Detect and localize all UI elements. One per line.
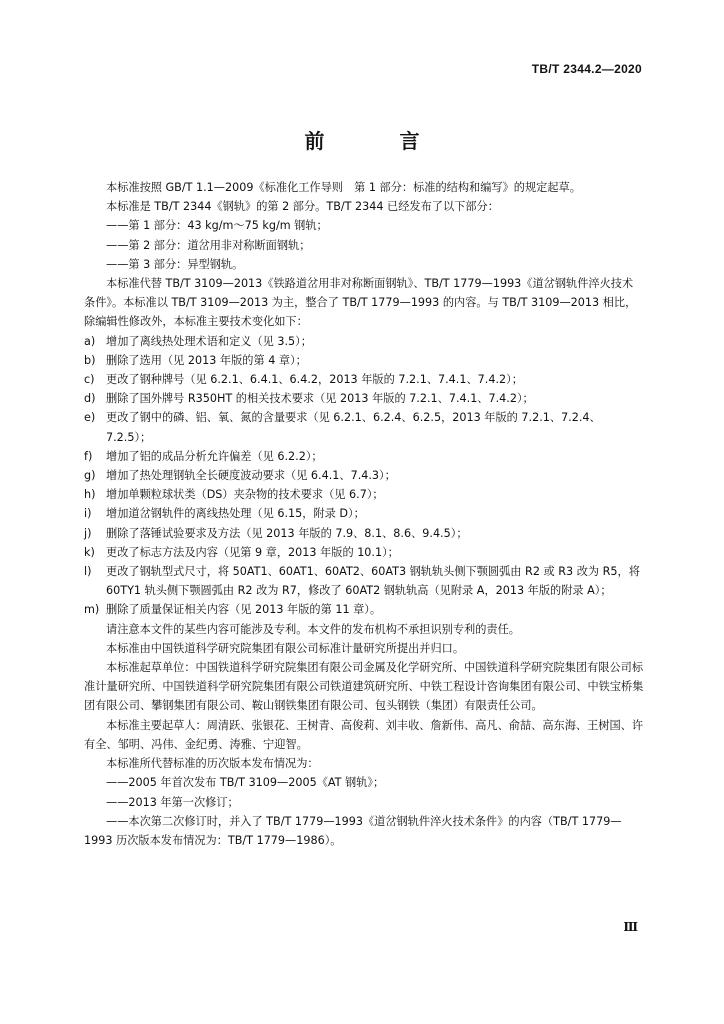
- list-text: 更改了标志方法及内容（见第 9 章，2013 年版的 10.1）；: [106, 545, 399, 559]
- list-text: 删除了落锤试验要求及方法（见 2013 年版的 7.9、8.1、8.6、9.4.5）；: [106, 526, 468, 540]
- list-marker: b): [84, 353, 96, 367]
- list-marker: a): [84, 334, 96, 348]
- list-item: [84, 466, 644, 485]
- list-item: [84, 370, 644, 389]
- changes-list: [84, 332, 644, 620]
- standard-code: TB/T 2344.2—2020: [531, 62, 642, 76]
- list-marker: i): [84, 507, 92, 521]
- paragraph-proposer: 本标准由中国铁道科学研究院集团有限公司标准计量研究所提出并归口。: [106, 641, 465, 655]
- list-text: 增加了铝的成品分析允许偏差（见 6.2.2）；: [106, 449, 323, 463]
- list-text: 删除了选用（见 2013 年版的第 4 章）；: [106, 353, 307, 367]
- list-text: 更改了钢种牌号（见 6.2.1、6.4.1、6.4.2，2013 年版的 7.2.1、7.4.1、7.4.2）；: [106, 373, 523, 387]
- foreword-body: [84, 178, 644, 850]
- list-marker: h): [84, 488, 96, 502]
- paragraph-drafting-units: 本标准起草单位：中国铁道科学研究院集团有限公司金属及化学研究所、中国铁道科学研究院集团有限公司标准计量研究所、中国铁道科学研究院集团有限公司铁道建筑研究所、中铁工程设计咨询集团有限公司、中铁宝桥集团有限公司、攀钢集团有限公司、鞍山钢铁集团有限公司、包头钢铁（集团）有限责任公司。: [84, 661, 644, 713]
- list-text: 增加单颗粒球状类（DS）夹杂物的技术要求（见 6.7）；: [106, 488, 384, 502]
- list-text: 增加了热处理钢轨全长硬度波动要求（见 6.4.1、7.4.3）；: [106, 469, 396, 483]
- page-title: 前 言: [304, 129, 454, 153]
- list-text: 增加了离线热处理术语和定义（见 3.5）；: [106, 334, 312, 348]
- list-marker: g): [84, 469, 96, 483]
- list-text: 删除了质量保证相关内容（见 2013 年版的第 11 章）。: [106, 603, 382, 617]
- history-item: ——2005 年首次发布 TB/T 3109—2005《AT 钢轨》；: [106, 776, 385, 790]
- paragraph-history-intro: 本标准所代替标准的历次版本发布情况为：: [106, 757, 319, 771]
- list-item: [84, 332, 644, 351]
- list-item: [84, 447, 644, 466]
- list-item: [84, 543, 644, 562]
- list-item: [84, 389, 644, 408]
- list-marker: m): [84, 603, 100, 617]
- list-item: [84, 485, 644, 504]
- paragraph-patent-notice: 请注意本文件的某些内容可能涉及专利。本文件的发布机构不承担识别专利的责任。: [106, 622, 520, 636]
- dash-item: ——第 2 部分：道岔用非对称断面钢轨；: [106, 238, 311, 252]
- history-item: ——本次第二次修订时，并入了 TB/T 1779—1993《道岔钢轨件淬火技术条件》的内容（TB/T 1779—1993 历次版本发布情况为：TB/T 1779—1986）。: [84, 814, 622, 847]
- list-marker: k): [84, 545, 95, 559]
- list-item: [84, 600, 644, 619]
- list-text: 增加道岔钢轨件的离线热处理（见 6.15，附录 D）；: [106, 507, 365, 521]
- list-marker: f): [84, 449, 93, 463]
- dash-item: ——第 3 部分：异型钢轨。: [106, 257, 244, 271]
- paragraph-drafters: 本标准主要起草人：周清跃、张银花、王树青、高俊莉、刘丰收、詹新伟、高凡、俞喆、高东海、王树国、许有全、邹明、冯伟、金纪勇、涛雅、宁迎智。: [84, 718, 644, 751]
- list-item: [84, 351, 644, 370]
- dash-item: ——第 1 部分：43 kg/m～75 kg/m 钢轨；: [106, 219, 328, 233]
- list-item: [84, 524, 644, 543]
- history-item: ——2013 年第一次修订；: [106, 795, 239, 809]
- paragraph-drafting-rules: 本标准按照 GB/T 1.1—2009《标准化工作导则 第 1 部分：标准的结构和编写》的规定起草。: [106, 181, 581, 194]
- list-text: 删除了国外牌号 R350HT 的相关技术要求（见 2013 年版的 7.2.1、7.4.1、7.4.2）；: [106, 392, 534, 406]
- list-marker: l): [84, 565, 92, 579]
- list-marker: j): [84, 526, 92, 540]
- list-marker: d): [84, 392, 96, 406]
- list-marker: e): [84, 411, 96, 425]
- list-text: 更改了钢中的磷、铝、氧、氮的含量要求（见 6.2.1、6.2.4、6.2.5，2013 年版的 7.2.1、7.2.4、7.2.5）；: [106, 411, 601, 444]
- list-item: [84, 408, 644, 446]
- list-item: [84, 562, 644, 600]
- list-text: 更改了钢轨型式尺寸，将 50AT1、60AT1、60AT2、60AT3 钢轨轨头侧下颚圆弧由 R2 或 R3 改为 R5，将 60TY1 轨头侧下颚圆弧由 R2 改为 R7，修改了 60AT2 钢轨轨高（见附录 A，2013 年版的附录 A）；: [106, 565, 640, 598]
- paragraph-part-info: 本标准是 TB/T 2344《钢轨》的第 2 部分。TB/T 2344 已经发布了以下部分：: [106, 200, 499, 214]
- paragraph-replacement: 本标准代替 TB/T 3109—2013《铁路道岔用非对称断面钢轨》、TB/T 1779—1993《道岔钢轨件淬火技术条件》。本标准以 TB/T 3109—2013 为主，整合了 TB/T 1779—1993 的内容。与 TB/T 3109—2013 相比，除编辑性修改外，本标准主要技术变化如下：: [84, 277, 637, 329]
- list-marker: c): [84, 373, 95, 387]
- list-item: [84, 504, 644, 523]
- page-number: Ⅲ: [623, 920, 638, 934]
